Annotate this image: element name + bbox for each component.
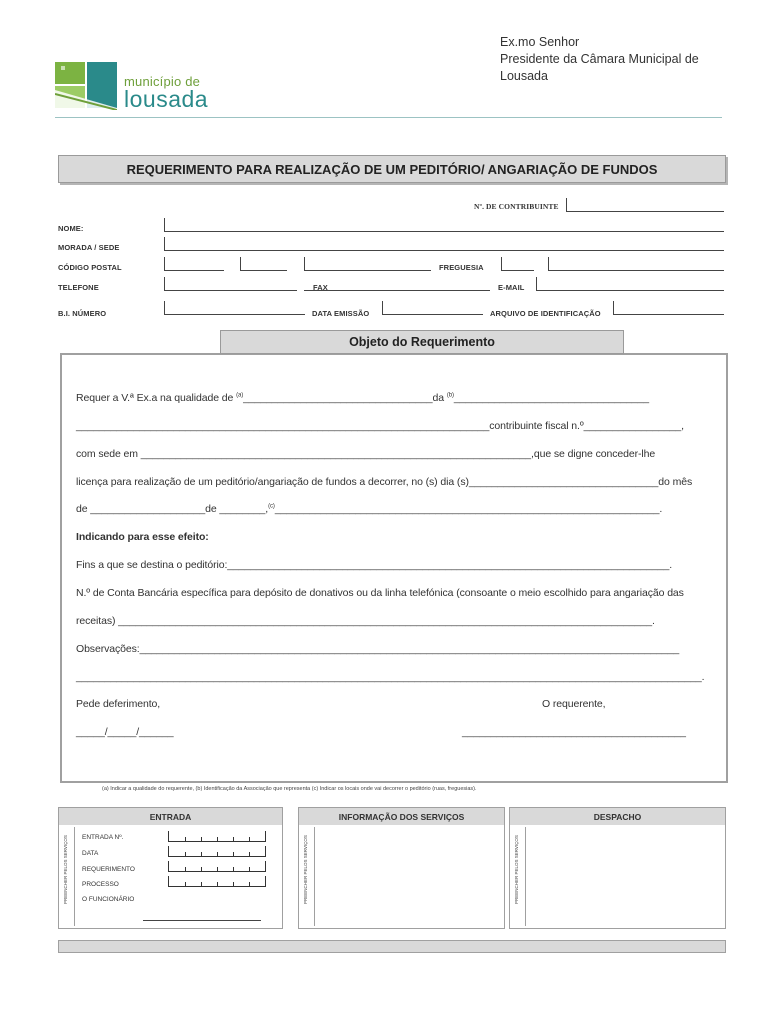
entrada-vertical-label: PREENCHER PELOS SERVIÇOS [63,835,68,904]
informacao-divider [314,827,315,926]
entrada-data-field[interactable] [168,846,266,857]
arquivo-label: ARQUIVO DE IDENTIFICAÇÃO [490,309,601,318]
objeto-line-contribuinte[interactable]: ________________________________________________________________________contribuinte fiscal n.º_________________, [76,420,684,432]
codigo-postal-field-2[interactable] [240,257,287,271]
digit-separator [201,867,202,871]
codigo-postal-field-1[interactable] [164,257,224,271]
despacho-vertical-label: PREENCHER PELOS SERVIÇOS [514,835,519,904]
addressee-line-3: Lousada [500,69,548,83]
telefone-field[interactable] [164,277,297,291]
nome-label: NOME: [58,224,84,233]
informacao-box [298,825,505,929]
footnote-ref-c: (c) [268,503,275,510]
digit-separator [217,882,218,886]
associacao-blank: __________________________________ [453,392,650,404]
objeto-line-data[interactable] [76,503,662,515]
fax-field[interactable] [304,277,490,291]
digit-separator [201,882,202,886]
digit-separator [185,882,186,886]
informacao-header: INFORMAÇÃO DOS SERVIÇOS [298,807,505,827]
digit-separator [217,852,218,856]
nome-field[interactable] [164,218,724,232]
pede-deferimento: Pede deferimento, [76,698,161,710]
logo-text-municipio: município de [124,74,201,89]
email-field[interactable] [536,277,724,291]
objeto-title: Objeto do Requerimento [220,330,624,354]
digit-separator [249,867,250,871]
municipality-logo-icon [55,60,117,110]
nif-label: Nº. DE CONTRIBUINTE [474,202,559,211]
freguesia-code-field[interactable] [501,257,534,271]
qualidade-blank: _________________________________da [243,392,447,404]
arquivo-field[interactable] [613,301,724,315]
digit-separator [185,867,186,871]
localidade-field[interactable] [304,257,431,271]
digit-separator [233,837,234,841]
entrada-header: ENTRADA [58,807,283,827]
entrada-requerimento-field[interactable] [168,861,266,872]
header-divider [55,117,722,118]
entrada-divider [74,827,75,926]
objeto-line-licenca[interactable]: licença para realização de um peditório/angariação de fundos a decorrer, no (s) dia (s)_________________________________do mês [76,476,693,488]
signature-line[interactable]: _______________________________________ [462,726,686,738]
footnote-text: (a) Indicar a qualidade do requerente, (b) Identificação da Associação que representa (c) Indicar os locais onde vai decorrer o peditório (ruas, freguesias). [102,786,477,792]
objeto-line-conta: N.º de Conta Bancária específica para depósito de donativos ou da linha telefónica (consoante o meio escolhido para angariação das [76,587,684,599]
entrada-funcionario-label: O FUNCIONÁRIO [82,896,135,903]
bi-label: B.I. NÚMERO [58,309,107,318]
entrada-numero-label: ENTRADA Nº. [82,834,124,841]
digit-separator [233,867,234,871]
addressee-line-1: Ex.mo Senhor [500,35,580,49]
data-blank: de ____________________de ________, [76,503,269,515]
digit-separator [217,837,218,841]
digit-separator [185,837,186,841]
digit-separator [249,852,250,856]
digit-separator [249,882,250,886]
nif-field[interactable] [566,198,724,212]
despacho-header: DESPACHO [509,807,726,827]
objeto-line-sede[interactable]: com sede em ____________________________________________________________________,que se digne conceder-lhe [76,448,656,460]
footnote-ref-a: (a) [236,392,244,399]
bi-field[interactable] [164,301,305,315]
addressee-line-2: Presidente da Câmara Municipal de [500,52,699,66]
addressee-block [500,34,699,85]
locais-blank: ___________________________________________________________________. [274,503,663,515]
email-label: E-MAIL [498,283,525,292]
digit-separator [249,837,250,841]
informacao-vertical-label: PREENCHER PELOS SERVIÇOS [303,835,308,904]
funcionario-signature-line[interactable] [143,920,261,921]
date-line[interactable]: _____/_____/______ [76,726,174,738]
objeto-line-observacoes-2[interactable]: _____________________________________________________________________________________________________________. [76,671,705,683]
entrada-requerimento-label: REQUERIMENTO [82,866,135,873]
freguesia-label: FREGUESIA [439,263,484,272]
objeto-line-receitas[interactable]: receitas) _____________________________________________________________________________________________. [76,615,655,627]
form-title: REQUERIMENTO PARA REALIZAÇÃO DE UM PEDITÓRIO/ ANGARIAÇÃO DE FUNDOS [58,155,726,183]
digit-separator [233,882,234,886]
digit-separator [217,867,218,871]
data-emissao-field[interactable] [382,301,483,315]
digit-separator [201,837,202,841]
data-emissao-label: DATA EMISSÃO [312,309,370,318]
entrada-processo-label: PROCESSO [82,881,119,888]
objeto-line-observacoes[interactable]: Observações:______________________________________________________________________________________________ [76,643,680,655]
entrada-numero-field[interactable] [168,831,266,842]
freguesia-field[interactable] [548,257,724,271]
morada-field[interactable] [164,237,724,251]
despacho-divider [525,827,526,926]
morada-label: MORADA / SEDE [58,243,120,252]
footnote-ref-b: (b) [446,392,454,399]
entrada-data-label: DATA [82,850,99,857]
despacho-box [509,825,726,929]
indicando-heading: Indicando para esse efeito: [76,531,209,543]
objeto-line-fins[interactable]: Fins a que se destina o peditório:_____________________________________________________________________________. [76,559,673,571]
logo-text-lousada: lousada [124,86,209,112]
qualidade-text: Requer a V.ª Ex.a na qualidade de [76,392,237,404]
objeto-line-qualidade[interactable] [76,392,649,404]
footer-bar [58,940,726,953]
entrada-processo-field[interactable] [168,876,266,887]
telefone-label: TELEFONE [58,283,99,292]
requerente-label: O requerente, [542,698,606,710]
digit-separator [201,852,202,856]
digit-separator [233,852,234,856]
fax-label: FAX [313,283,328,292]
digit-separator [185,852,186,856]
codigo-postal-label: CÓDIGO POSTAL [58,263,122,272]
